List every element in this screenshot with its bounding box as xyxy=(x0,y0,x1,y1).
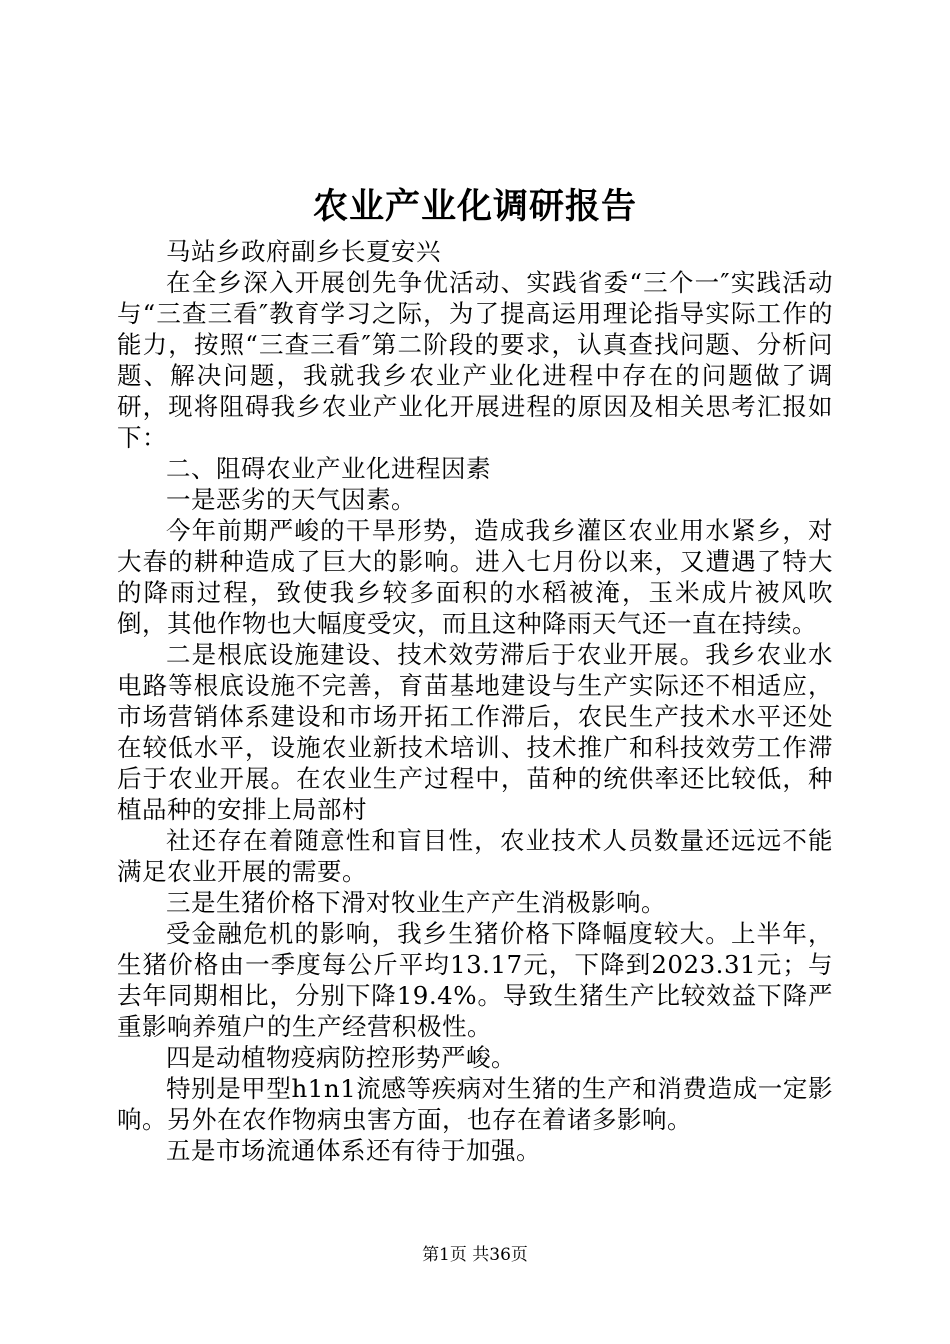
document-body xyxy=(117,236,833,1166)
factor-heading-1: 一是恶劣的天气因素。 xyxy=(166,485,416,514)
factor-paragraph-2: 二是根底设施建设、技术效劳滞后于农业开展。我乡农业水电路等根底设施不完善，育苗基地建设与生产实际还不相适应，市场营销体系建设和市场开拓工作滞后，农民生产技术水平还处在较低水平，设施农业新技术培训、技术推广和科技效劳工作滞后于农业开展。在农业生产过程中，苗种的统供率还比较低，种植品种的安排上局部村 xyxy=(117,640,833,824)
factor-paragraph-3: 受金融危机的影响，我乡生猪价格下降幅度较大。上半年，生猪价格由一季度每公斤平均13.17元，下降到2023.31元；与去年同期相比，分别下降19.4%。导致生猪生产比较效益下降严重影响养殖户的生产经营积极性。 xyxy=(117,919,833,1041)
section-heading: 二、阻碍农业产业化进程因素 xyxy=(166,454,491,483)
factor-heading-5: 五是市场流通体系还有待于加强。 xyxy=(166,1136,541,1165)
factor-paragraph-1: 今年前期严峻的干旱形势，造成我乡灌区农业用水紧乡，对大春的耕种造成了巨大的影响。进入七月份以来，又遭遇了特大的降雨过程，致使我乡较多面积的水稻被淹，玉米成片被风吹倒，其他作物也大幅度受灾，而且这种降雨天气还一直在持续。 xyxy=(117,516,833,638)
factor-heading-4: 四是动植物疫病防控形势严峻。 xyxy=(166,1043,516,1072)
author-line: 马站乡政府副乡长夏安兴 xyxy=(166,237,441,266)
page-number: 第1页 共36页 xyxy=(422,1245,528,1265)
document-title: 农业产业化调研报告 xyxy=(312,187,637,227)
factor-heading-3: 三是生猪价格下滑对牧业生产产生消极影响。 xyxy=(166,888,666,917)
factor-paragraph-2-continued: 社还存在着随意性和盲目性，农业技术人员数量还远远不能满足农业开展的需要。 xyxy=(117,826,833,886)
factor-paragraph-4: 特别是甲型h1n1流感等疾病对生猪的生产和消费造成一定影响。另外在农作物病虫害方面，也存在着诸多影响。 xyxy=(117,1074,833,1134)
intro-paragraph: 在全乡深入开展创先争优活动、实践省委“三个一″实践活动与“三查三看″教育学习之际，为了提高运用理论指导实际工作的能力，按照“三查三看″第二阶段的要求，认真查找问题、分析问题、解决问题，我就我乡农业产业化进程中存在的问题做了调研，现将阻碍我乡农业产业化开展进程的原因及相关思考汇报如下： xyxy=(117,268,833,452)
